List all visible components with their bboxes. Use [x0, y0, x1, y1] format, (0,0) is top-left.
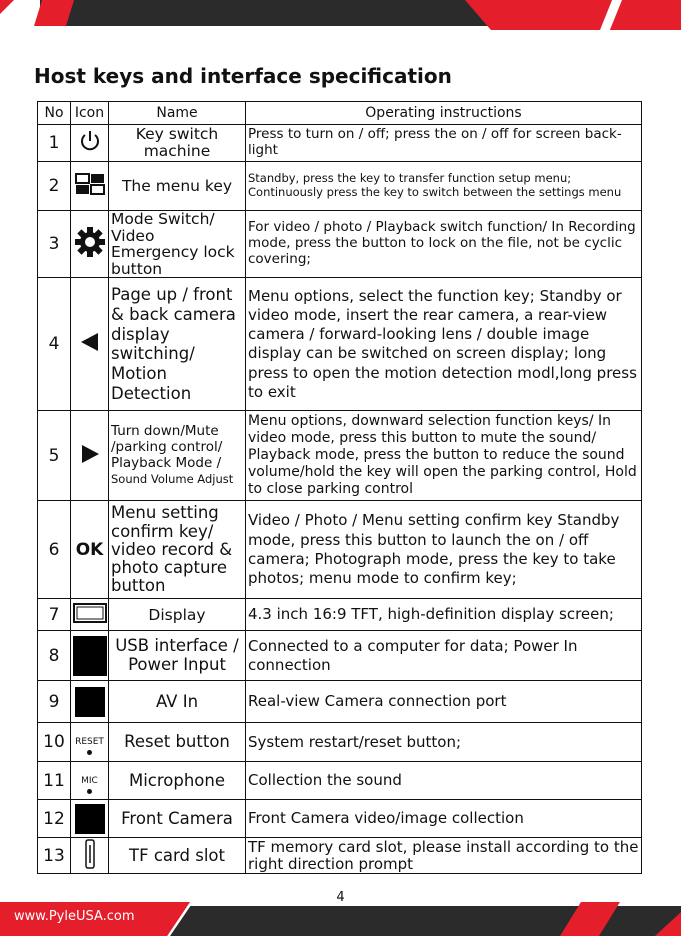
row-name: Reset button: [109, 723, 246, 762]
power-icon: [71, 125, 109, 162]
row-name: Key switch machine: [109, 125, 246, 162]
display-icon: [71, 599, 109, 631]
triangle-left-icon: [71, 278, 109, 411]
row-no: 9: [38, 681, 71, 723]
row-no: 10: [38, 723, 71, 762]
row-no: 12: [38, 800, 71, 838]
row-ops: Video / Photo / Menu setting confirm key Standby mode, press this button to launch the on / off camera; Photograph mode, press the key to take photos; menu mode to confirm key;: [246, 501, 642, 599]
row-no: 8: [38, 631, 71, 681]
row-ops: 4.3 inch 16:9 TFT, high-definition display screen;: [246, 599, 642, 631]
header-name: Name: [109, 102, 246, 125]
row-no: 4: [38, 278, 71, 411]
row-name: Front Camera: [109, 800, 246, 838]
row-no: 13: [38, 838, 71, 874]
spec-table: [37, 101, 642, 874]
row-name: Menu setting confirm key/ video record & photo capture button: [109, 501, 246, 599]
row-no: 5: [38, 411, 71, 501]
row-no: 7: [38, 599, 71, 631]
row-ops: System restart/reset button;: [246, 723, 642, 762]
ok-icon: OK: [71, 501, 109, 599]
row-name: Microphone: [109, 762, 246, 800]
row-name: Mode Switch/ Video Emergency lock button: [109, 211, 246, 278]
row-name: Display: [109, 599, 246, 631]
table-row: [38, 162, 642, 211]
table-row: [38, 599, 642, 631]
table-row: [38, 723, 642, 762]
row-name: The menu key: [109, 162, 246, 211]
row-name: USB interface / Power Input: [109, 631, 246, 681]
table-row: [38, 278, 642, 411]
header-icon: Icon: [71, 102, 109, 125]
page-number: 4: [336, 890, 345, 905]
microphone-icon: MIC: [71, 762, 109, 800]
table-row: [38, 800, 642, 838]
reset-icon: RESET: [71, 723, 109, 762]
row-name: Page up / front & back camera display switching/ Motion Detection: [109, 278, 246, 411]
row-no: 6: [38, 501, 71, 599]
row-ops: Front Camera video/image collection: [246, 800, 642, 838]
row-no: 2: [38, 162, 71, 211]
tf-card-slot-icon: [71, 838, 109, 874]
row-no: 11: [38, 762, 71, 800]
table-row: [38, 631, 642, 681]
table-row: [38, 681, 642, 723]
row-ops: Press to turn on / off; press the on / off for screen back-light: [246, 125, 642, 162]
table-row: [38, 125, 642, 162]
row-name-sub: Sound Volume Adjust: [111, 471, 234, 486]
row-ops: For video / photo / Playback switch function/ In Recording mode, press the button to lock on the file, not be cyclic covering;: [246, 211, 642, 278]
row-no: 3: [38, 211, 71, 278]
row-ops: Real-view Camera connection port: [246, 681, 642, 723]
row-name-main: Turn down/Mute /parking control/ Playback Mode /: [111, 422, 223, 471]
triangle-right-icon: [71, 411, 109, 501]
row-ops: Menu options, downward selection function keys/ In video mode, press this button to mute the sound/ Playback mode, press the button to reduce the sound volume/hold the key will open the parking control, Hold to close parking control: [246, 411, 642, 501]
table-row: [38, 211, 642, 278]
row-no: 1: [38, 125, 71, 162]
page-title: Host keys and interface specification: [34, 64, 452, 88]
row-name: AV In: [109, 681, 246, 723]
row-name: TF card slot: [109, 838, 246, 874]
header-ops: Operating instructions: [246, 102, 642, 125]
header-bar: [0, 0, 681, 30]
table-row: [38, 411, 642, 501]
gear-icon: [71, 211, 109, 278]
table-row: [38, 501, 642, 599]
table-row: [38, 762, 642, 800]
table-header-row: [38, 102, 642, 125]
table-row: [38, 838, 642, 874]
row-ops: Standby, press the key to transfer function setup menu; Continuously press the key to switch between the settings menu: [246, 162, 642, 211]
front-camera-icon: [71, 800, 109, 838]
menu-icon: [71, 162, 109, 211]
row-ops: TF memory card slot, please install according to the right direction prompt: [246, 838, 642, 874]
row-ops: Connected to a computer for data; Power In connection: [246, 631, 642, 681]
footer-url[interactable]: www.PyleUSA.com: [14, 909, 135, 924]
row-name: [109, 411, 246, 501]
av-port-icon: [71, 681, 109, 723]
row-ops: Menu options, select the function key; Standby or video mode, insert the rear camera, a rear-view camera / forward-looking lens / double image display can be switched on screen display; long press to open the motion detection modl,long press to exit: [246, 278, 642, 411]
header-no: No: [38, 102, 71, 125]
usb-port-icon: [71, 631, 109, 681]
row-ops: Collection the sound: [246, 762, 642, 800]
